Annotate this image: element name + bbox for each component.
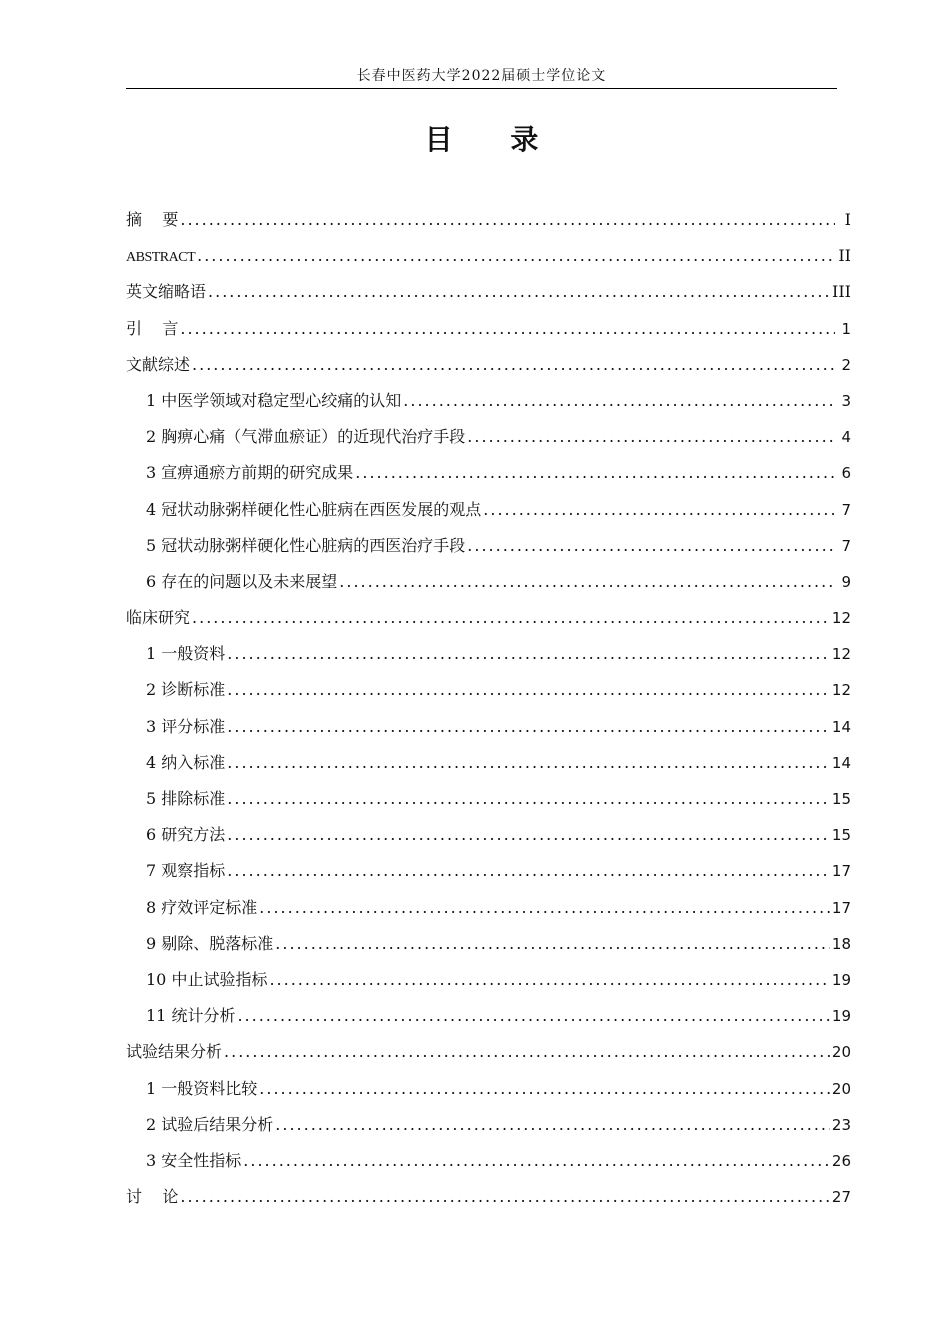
toc-entry[interactable] (126, 383, 851, 419)
toc-entry-label: 6 存在的问题以及未来展望 (146, 571, 338, 591)
toc-entry-label: 7 观察指标 (146, 861, 226, 881)
toc-dot-leader (355, 455, 835, 491)
toc-entry[interactable] (126, 781, 851, 817)
toc-entry-label: 10 中止试验指标 (146, 969, 268, 989)
toc-entry[interactable] (126, 926, 851, 962)
toc-entry-page: III (832, 282, 851, 302)
toc-dot-leader (259, 1071, 830, 1107)
toc-entry[interactable] (126, 528, 851, 564)
toc-entry-page: 19 (831, 970, 851, 989)
toc-dot-leader (224, 1034, 830, 1070)
toc-dot-leader (467, 528, 835, 564)
running-header: 长春中医药大学2022届硕士学位论文 (356, 68, 607, 84)
toc-entry[interactable] (126, 347, 851, 383)
toc-dot-leader (243, 1143, 830, 1179)
toc-entry-label: 2 诊断标准 (146, 680, 226, 700)
toc-entry[interactable] (126, 1179, 851, 1215)
toc-entry-page: 7 (841, 536, 851, 555)
toc-entry-page: 20 (831, 1043, 851, 1062)
toc-entry-label: 1 一般资料 (146, 644, 226, 664)
toc-dot-leader (227, 817, 830, 853)
toc-dot-leader (483, 492, 835, 528)
toc-entry-page: 15 (831, 826, 851, 845)
toc-dot-leader (269, 962, 829, 998)
toc-entry-label: 9 剔除、脱落标准 (146, 933, 274, 953)
toc-entry-page: 18 (831, 934, 851, 953)
toc-dot-leader (192, 347, 835, 383)
toc-dot-leader (180, 202, 835, 238)
toc-dot-leader (259, 890, 830, 926)
toc-entry[interactable] (126, 419, 851, 455)
toc-entry-page: 2 (841, 355, 851, 374)
toc-entry-page: 9 (841, 572, 851, 591)
toc-dot-leader (275, 926, 830, 962)
toc-entry-page: 7 (841, 500, 851, 519)
toc-entry-label: ABSTRACT (126, 250, 196, 266)
toc-entry-label: 5 冠状动脉粥样硬化性心脏病的西医治疗手段 (146, 535, 466, 555)
toc-entry[interactable] (126, 202, 851, 238)
toc-entry[interactable] (126, 274, 851, 310)
toc-entry-page: 14 (831, 717, 851, 736)
toc-entry-page: 3 (841, 391, 851, 410)
toc-dot-leader (227, 781, 830, 817)
toc-entry-label: 摘 要 (126, 210, 179, 229)
toc-entry[interactable] (126, 492, 851, 528)
toc-entry-page: 19 (831, 1007, 851, 1026)
toc-entry[interactable] (126, 455, 851, 491)
toc-dot-leader (227, 709, 830, 745)
toc-entry[interactable] (126, 1034, 851, 1070)
toc-entry[interactable] (126, 745, 851, 781)
toc-entry-page: 1 (841, 319, 851, 338)
toc-entry-label: 引 言 (126, 318, 179, 338)
toc-entry-label: 2 胸痹心痛（气滞血瘀证）的近现代治疗手段 (146, 427, 466, 447)
toc-dot-leader (197, 238, 835, 274)
toc-dot-leader (227, 636, 830, 672)
toc-entry-label: 4 纳入标准 (146, 752, 226, 772)
toc-entry-page: 15 (831, 790, 851, 808)
toc-dot-leader (467, 419, 835, 455)
toc-entry[interactable] (126, 817, 851, 853)
toc-entry[interactable] (126, 1143, 851, 1179)
toc-entry-label: 临床研究 (126, 608, 191, 628)
toc-dot-leader (403, 383, 835, 419)
toc-dot-leader (237, 998, 829, 1034)
toc-entry-label: 文献综述 (126, 354, 191, 374)
toc-entry-label: 1 中医学领域对稳定型心绞痛的认知 (146, 390, 402, 410)
toc-entry[interactable] (126, 636, 851, 672)
toc-dot-leader (180, 1179, 830, 1215)
toc-entry-label: 11 统计分析 (146, 1006, 236, 1026)
toc-dot-leader (339, 564, 835, 600)
table-of-contents (126, 202, 851, 1215)
toc-entry[interactable] (126, 564, 851, 600)
toc-entry-page: 6 (841, 464, 851, 483)
toc-entry[interactable] (126, 998, 851, 1034)
toc-entry-page: 17 (831, 862, 851, 881)
toc-entry-label: 5 排除标准 (146, 789, 226, 808)
toc-entry[interactable] (126, 1107, 851, 1143)
toc-entry[interactable] (126, 238, 851, 274)
toc-entry-label: 3 宣痹通瘀方前期的研究成果 (146, 463, 354, 483)
toc-entry[interactable] (126, 890, 851, 926)
toc-dot-leader (275, 1107, 830, 1143)
toc-dot-leader (180, 311, 835, 347)
toc-entry-page: II (838, 246, 851, 266)
toc-entry[interactable] (126, 709, 851, 745)
toc-dot-leader (208, 274, 830, 310)
toc-entry-page: 23 (831, 1115, 851, 1134)
toc-entry-label: 6 研究方法 (146, 825, 226, 845)
toc-entry-page: 20 (831, 1079, 851, 1098)
toc-entry[interactable] (126, 962, 851, 998)
toc-entry-label: 3 评分标准 (146, 716, 226, 736)
toc-entry-page: 12 (831, 645, 851, 664)
header-rule (126, 88, 837, 89)
toc-entry-page: 12 (831, 681, 851, 700)
toc-entry[interactable] (126, 853, 851, 889)
toc-entry-page: 12 (831, 609, 851, 628)
toc-entry-label: 英文缩略语 (126, 282, 207, 302)
toc-entry[interactable] (126, 672, 851, 708)
toc-entry-label: 4 冠状动脉粥样硬化性心脏病在西医发展的观点 (146, 499, 482, 519)
toc-entry-label: 1 一般资料比较 (146, 1078, 258, 1098)
toc-entry-page: 17 (831, 898, 851, 917)
toc-dot-leader (227, 745, 830, 781)
toc-dot-leader (227, 672, 830, 708)
toc-entry-label: 2 试验后结果分析 (146, 1114, 274, 1134)
toc-entry-label: 试验结果分析 (126, 1042, 223, 1062)
toc-entry-page: 4 (841, 428, 851, 447)
toc-entry-label: 8 疗效评定标准 (146, 897, 258, 917)
toc-entry[interactable] (126, 1071, 851, 1107)
toc-entry[interactable] (126, 311, 851, 347)
toc-entry-page: 14 (831, 753, 851, 772)
toc-entry-page: I (844, 210, 851, 229)
toc-entry[interactable] (126, 600, 851, 636)
page-title: 目 录 (424, 123, 563, 156)
toc-dot-leader (192, 600, 830, 636)
toc-entry-page: 26 (831, 1151, 851, 1170)
toc-dot-leader (227, 853, 830, 889)
toc-entry-label: 3 安全性指标 (146, 1150, 242, 1170)
toc-entry-page: 27 (831, 1188, 851, 1207)
toc-entry-label: 讨 论 (126, 1187, 179, 1207)
